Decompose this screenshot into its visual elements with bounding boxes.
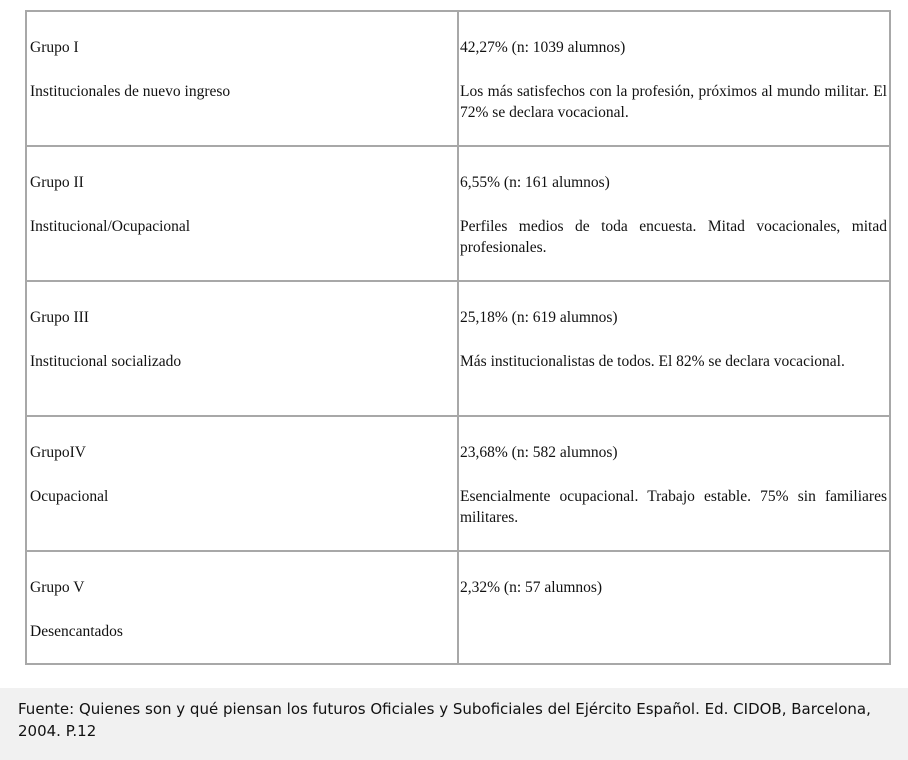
group-type: Institucional socializado: [30, 353, 182, 370]
table-row: [26, 281, 890, 416]
group-cell: [26, 551, 458, 664]
table-row: [26, 11, 890, 146]
group-name: Grupo I: [30, 39, 79, 56]
group-stat: 25,18% (n: 619 alumnos): [460, 309, 618, 326]
group-name: Grupo III: [30, 309, 89, 326]
group-cell: [26, 146, 458, 281]
group-description: Más institucionalistas de todos. El 82% se declara vocacional.: [460, 353, 845, 370]
group-name: Grupo V: [30, 579, 85, 596]
group-type: Institucional/Ocupacional: [30, 218, 191, 235]
group-description: Los más satisfechos con la profesión, próximos al mundo militar. El 72% se declara vocacional.: [460, 83, 887, 121]
group-stat: 2,32% (n: 57 alumnos): [460, 579, 603, 596]
group-type: Institucionales de nuevo ingreso: [30, 83, 231, 100]
table-row: [26, 146, 890, 281]
group-cell: [26, 11, 458, 146]
stat-cell: [458, 551, 890, 664]
group-description: Perfiles medios de toda encuesta. Mitad vocacionales, mitad profesionales.: [460, 218, 887, 256]
group-description: Esencialmente ocupacional. Trabajo estable. 75% sin familiares militares.: [460, 488, 887, 526]
group-name: Grupo II: [30, 174, 84, 191]
group-name: GrupoIV: [30, 444, 86, 461]
group-stat: 42,27% (n: 1039 alumnos): [460, 39, 626, 56]
stat-cell: [458, 281, 890, 416]
stat-cell: [458, 146, 890, 281]
source-footer: [0, 688, 908, 760]
source-text: Fuente: Quienes son y qué piensan los futuros Oficiales y Suboficiales del Ejército Español. Ed. CIDOB, Barcelona, 2004. P.12: [18, 700, 871, 740]
group-type: Ocupacional: [30, 488, 109, 505]
group-stat: 6,55% (n: 161 alumnos): [460, 174, 610, 191]
stat-cell: [458, 416, 890, 551]
group-type: Desencantados: [30, 623, 123, 640]
table-row: [26, 551, 890, 664]
group-stat: 23,68% (n: 582 alumnos): [460, 444, 618, 461]
table-row: [26, 416, 890, 551]
group-cell: [26, 281, 458, 416]
group-cell: [26, 416, 458, 551]
groups-table: [25, 10, 891, 665]
stat-cell: [458, 11, 890, 146]
